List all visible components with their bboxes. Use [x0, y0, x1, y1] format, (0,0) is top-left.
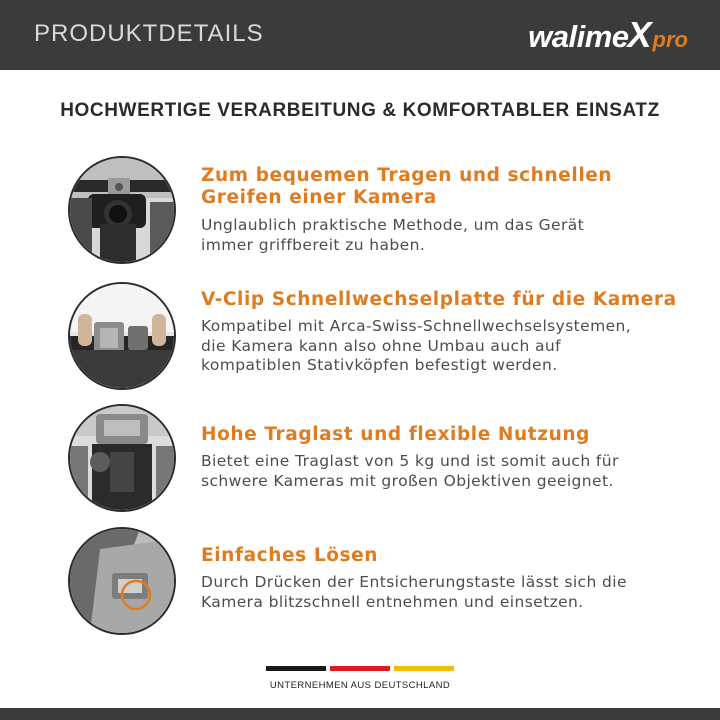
feature-1-desc-line-1: Unglaublich praktische Methode, um das Gerät	[201, 216, 585, 234]
feature-image-load-capacity	[68, 404, 176, 512]
flag-stripe-red	[330, 666, 390, 671]
feature-1-desc-line-2: immer griffbereit zu haben.	[201, 235, 426, 254]
feature-3-title-line-1: Hohe Traglast und flexible Nutzung	[201, 424, 590, 445]
page-title: PRODUKTDETAILS	[34, 20, 264, 47]
feature-4-title-line-1: Einfaches Lösen	[201, 545, 379, 566]
feature-2-title-line-1: V-Clip Schnellwechselplatte für die Kamera	[201, 289, 677, 310]
release-button-illustration	[70, 529, 174, 633]
feature-2-desc-line-2: die Kamera kann also ohne Umbau auch auf	[201, 336, 561, 355]
brand-logo-pro: pro	[652, 27, 688, 52]
feature-3-desc-line-2: schwere Kameras mit großen Objektiven geeignet.	[201, 471, 614, 490]
feature-2-title	[201, 289, 681, 311]
made-in-germany-label: UNTERNEHMEN AUS DEUTSCHLAND	[269, 680, 451, 691]
brand-logo[interactable]	[528, 14, 688, 54]
feature-4-description	[201, 573, 691, 612]
section-headline: HOCHWERTIGE VERARBEITUNG & KOMFORTABLER EINSATZ	[60, 100, 660, 121]
feature-2-description	[201, 317, 691, 376]
feature-1-title-line-2: Greifen einer Kamera	[201, 187, 437, 208]
feature-3-title	[201, 424, 681, 446]
feature-3-desc-line-1: Bietet eine Traglast von 5 kg und ist somit auch für	[201, 452, 619, 470]
feature-1-title-line-1: Zum bequemen Tragen und schnellen	[201, 165, 613, 186]
brand-logo-text: walime	[528, 19, 629, 54]
feature-image-belt-holster	[68, 156, 176, 264]
feature-4-title	[201, 545, 681, 567]
feature-2-desc-line-1: Kompatibel mit Arca-Swiss-Schnellwechselsystemen,	[201, 317, 632, 335]
v-clip-plate-illustration	[70, 284, 174, 388]
brand-logo-x: X	[627, 14, 652, 55]
header-bar	[0, 0, 720, 70]
flag-stripe-gold	[394, 666, 454, 671]
feature-3-description	[201, 452, 691, 491]
feature-4-desc-line-1: Durch Drücken der Entsicherungstaste lässt sich die	[201, 573, 627, 591]
feature-1-title	[201, 165, 681, 209]
feature-1-description	[201, 216, 691, 255]
feature-4-desc-line-2: Kamera blitzschnell entnehmen und einsetzen.	[201, 592, 584, 611]
camera-belt-illustration	[70, 158, 174, 262]
footer-bar	[0, 708, 720, 720]
load-capacity-illustration	[70, 406, 174, 510]
flag-stripe-black	[266, 666, 326, 671]
feature-image-release-button	[68, 527, 176, 635]
feature-image-quick-release-plate	[68, 282, 176, 390]
feature-2-desc-line-3: kompatiblen Stativköpfen befestigt werden.	[201, 356, 558, 374]
